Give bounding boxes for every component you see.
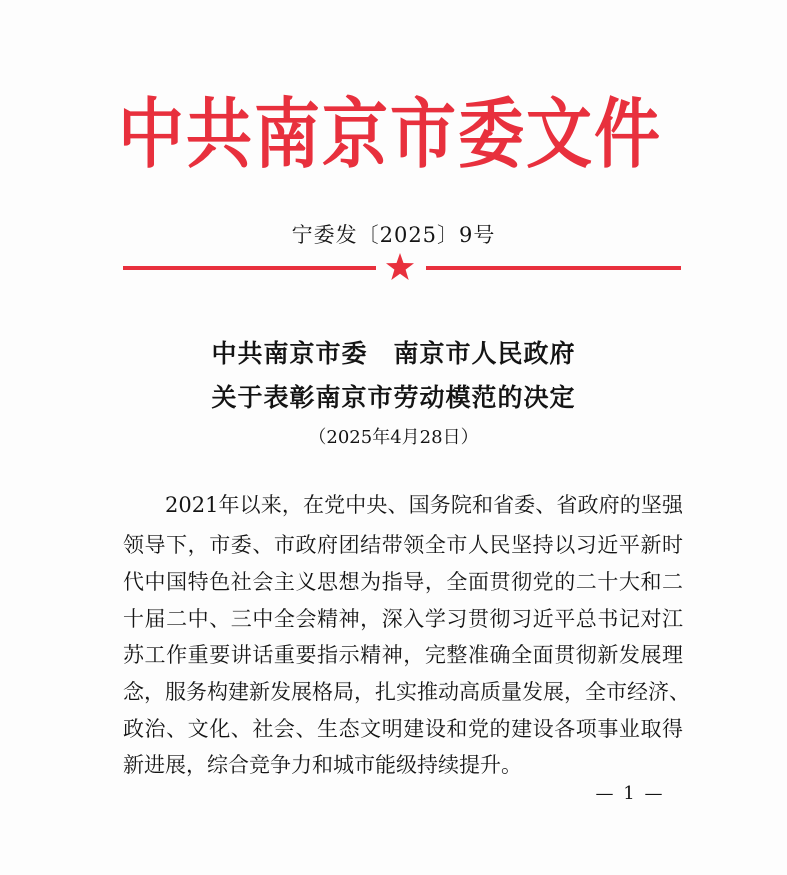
body-text-line: 2021年以来，在党中央、国务院和省委、省政府的坚强 [165,493,683,517]
document-masthead: 中共南京市委文件 [118,89,662,179]
document-date: （2025年4月28日） [308,427,479,448]
page-number: — 1 — [595,783,665,804]
body-text-line: 新进展，综合竞争力和城市能级持续提升。 [123,753,522,777]
body-text-line: 念，服务构建新发展格局，扎实推动高质量发展，全市经济、 [123,680,690,704]
body-text-line: 政治、文化、社会、生态文明建设和党的建设各项事业取得 [123,717,683,741]
star-icon [385,252,415,282]
divider-line-right [426,266,681,270]
body-text-line: 代中国特色社会主义思想为指导，全面贯彻党的二十大和二 [123,570,683,594]
document-number: 宁委发〔2025〕9号 [291,223,496,247]
body-text-line: 领导下，市委、市政府团结带领全市人民坚持以习近平新时 [123,533,683,557]
body-text-line: 苏工作重要讲话重要指示精神，完整准确全面贯彻新发展理 [123,643,683,667]
divider-line-left [123,266,376,270]
document-title-line-1: 中共南京市委 南京市人民政府 [211,339,576,368]
document-title-line-2: 关于表彰南京市劳动模范的决定 [211,383,576,412]
body-text-line: 十届二中、三中全会精神，深入学习贯彻习近平总书记对江 [123,607,683,631]
